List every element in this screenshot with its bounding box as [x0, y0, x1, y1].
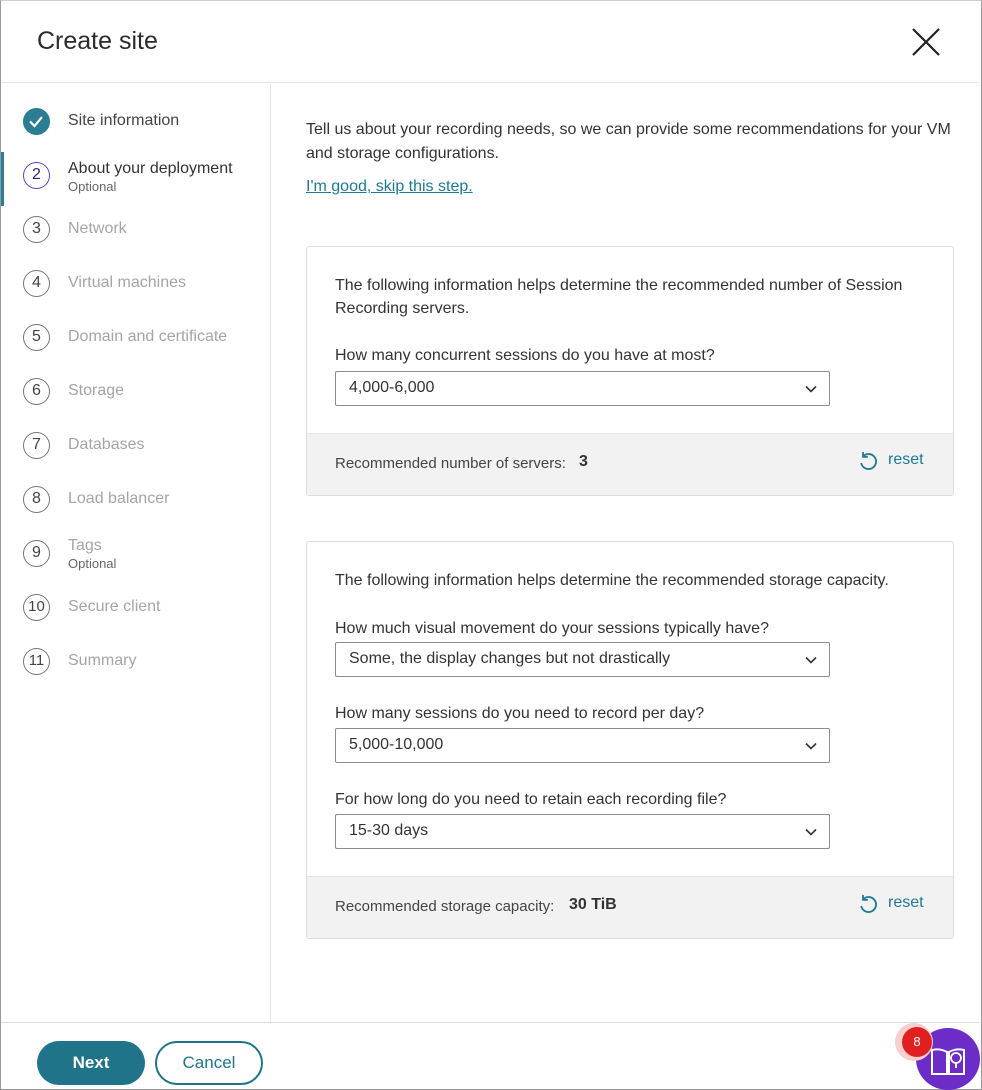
sessions-per-day-select[interactable] — [335, 728, 830, 763]
select-value: Some, the display changes but not drastically — [349, 650, 671, 667]
step-label: Secure client — [68, 598, 161, 615]
step-domain-and-certificate[interactable] — [1, 324, 269, 378]
wizard-steps-sidebar — [1, 84, 271, 1022]
step-number: 4 — [23, 270, 50, 297]
step-summary[interactable] — [1, 648, 269, 702]
step-label: Network — [68, 220, 127, 237]
step-label: Tags — [68, 537, 102, 554]
cancel-button[interactable]: Cancel — [155, 1041, 263, 1085]
recommended-storage-value: 30 TiB — [569, 896, 617, 913]
reset-icon — [857, 450, 879, 472]
chevron-down-icon — [805, 654, 817, 666]
concurrent-sessions-label: How many concurrent sessions do you have at most? — [335, 347, 715, 364]
step-complete-check-icon — [23, 108, 50, 135]
step-label: Virtual machines — [68, 274, 186, 291]
concurrent-sessions-select[interactable] — [335, 371, 830, 406]
close-icon — [907, 25, 945, 61]
step-label: Load balancer — [68, 490, 170, 507]
step-number: 2 — [23, 162, 50, 189]
step-number: 3 — [23, 216, 50, 243]
step-virtual-machines[interactable] — [1, 270, 269, 324]
chevron-down-icon — [805, 740, 817, 752]
step-number: 7 — [23, 432, 50, 459]
skip-step-link[interactable]: I'm good, skip this step. — [306, 178, 473, 195]
dialog-header — [1, 1, 979, 83]
step-number: 10 — [23, 594, 50, 621]
step-number: 6 — [23, 378, 50, 405]
step-about-your-deployment[interactable] — [1, 152, 269, 206]
step-network[interactable] — [1, 216, 269, 270]
storage-recommendation-card — [306, 541, 954, 939]
select-value: 15-30 days — [349, 822, 429, 839]
dialog-title: Create site — [37, 27, 158, 55]
step-storage[interactable] — [1, 378, 269, 432]
visual-movement-select[interactable] — [335, 642, 830, 677]
reset-label: reset — [888, 451, 924, 468]
select-value: 4,000-6,000 — [349, 379, 435, 396]
servers-recommendation-footer — [307, 433, 953, 495]
step-label: About your deployment — [68, 160, 233, 177]
notification-badge: 8 — [902, 1027, 932, 1057]
servers-card-description: The following information helps determine the recommended number of Session Recording servers. — [335, 277, 903, 317]
step-number: 9 — [23, 540, 50, 567]
dialog-footer — [1, 1022, 979, 1089]
storage-card-description: The following information helps determine the recommended storage capacity. — [335, 572, 889, 589]
select-value: 5,000-10,000 — [349, 736, 444, 753]
step-site-information[interactable] — [1, 100, 269, 154]
step-number: 8 — [23, 486, 50, 513]
step-secure-client[interactable] — [1, 594, 269, 648]
chevron-down-icon — [805, 826, 817, 838]
servers-recommendation-card — [306, 246, 954, 496]
storage-recommendation-footer — [307, 876, 953, 938]
recommended-servers-label: Recommended number of servers: — [335, 455, 566, 472]
step-optional-label: Optional — [68, 179, 117, 194]
next-button[interactable]: Next — [37, 1041, 145, 1085]
step-number: 11 — [23, 648, 50, 675]
step-label: Storage — [68, 382, 125, 399]
sessions-per-day-label: How many sessions do you need to record per day? — [335, 705, 705, 722]
visual-movement-label: How much visual movement do your sessions typically have? — [335, 620, 769, 637]
reset-label: reset — [888, 894, 924, 911]
step-label: Databases — [68, 436, 145, 453]
recommended-storage-label: Recommended storage capacity: — [335, 898, 555, 915]
intro-text: Tell us about your recording needs, so we can provide some recommendations for your VM and storage configurations. — [306, 121, 951, 162]
chevron-down-icon — [805, 383, 817, 395]
retention-label: For how long do you need to retain each recording file? — [335, 791, 727, 808]
step-number: 5 — [23, 324, 50, 351]
step-databases[interactable] — [1, 432, 269, 486]
retention-select[interactable] — [335, 814, 830, 849]
step-load-balancer[interactable] — [1, 486, 269, 540]
step-tags[interactable] — [1, 536, 269, 590]
step-optional-label: Optional — [68, 556, 117, 571]
close-button[interactable] — [907, 25, 945, 61]
step-label: Summary — [68, 652, 137, 669]
recommended-servers-value: 3 — [579, 453, 588, 470]
step-label: Site information — [68, 112, 180, 129]
step-label: Domain and certificate — [68, 328, 228, 345]
reset-icon — [857, 893, 879, 915]
